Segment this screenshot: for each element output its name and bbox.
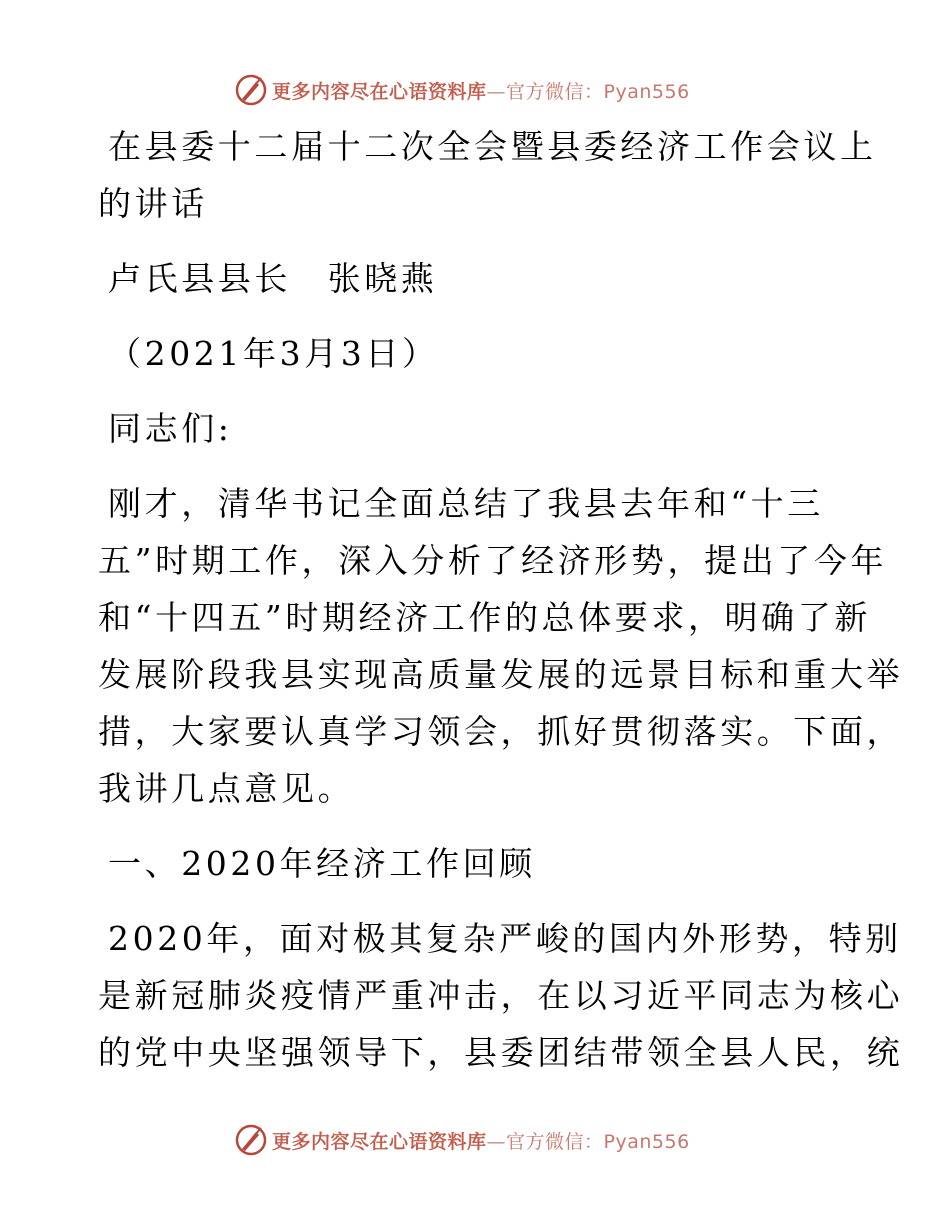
watermark-text (272, 77, 690, 104)
watermark-dash: — (486, 1130, 507, 1153)
quill-logo-icon (234, 1123, 268, 1157)
quill-logo-icon (234, 73, 268, 107)
intro-line-6: 我讲几点意见。 (98, 769, 355, 808)
watermark-site: 更多内容尽在心语资料库 (272, 80, 487, 103)
header-watermark (0, 70, 950, 110)
watermark-wechat: 官方微信： (506, 1130, 604, 1153)
body-line-3: 的党中央坚强领导下，县委团结带领全县人民，统 (98, 1033, 904, 1072)
body-line-2: 是新冠肺炎疫情严重冲击，在以习近平同志为核心 (98, 976, 904, 1015)
watermark-text (272, 1127, 690, 1154)
intro-line-4: 发展阶段我县实现高质量发展的远景目标和重大举 (98, 655, 904, 694)
document-title-line-2: 的讲话 (98, 184, 208, 223)
speech-date: （2021年3月3日） (108, 334, 439, 373)
intro-line-3: 和“十四五”时期经济工作的总体要求，明确了新 (98, 598, 871, 637)
intro-line-2: 五”时期工作，深入分析了经济形势，提出了今年 (98, 541, 888, 580)
document-title-line-1: 在县委十二届十二次全会暨县委经济工作会议上 (108, 127, 877, 166)
watermark-wechat: 官方微信： (506, 80, 604, 103)
watermark-site: 更多内容尽在心语资料库 (272, 1130, 487, 1153)
byline: 卢氏县县长 张晓燕 (108, 259, 438, 298)
body-line-1: 2020年，面对极其复杂严峻的国内外形势，特别 (108, 919, 902, 958)
watermark-id: Pyan556 (603, 80, 690, 103)
footer-watermark (0, 1120, 950, 1160)
intro-line-1: 刚才，清华书记全面总结了我县去年和“十三 (108, 484, 824, 523)
section-heading: 一、2020年经济工作回顾 (108, 844, 536, 883)
salutation: 同志们: (108, 409, 233, 448)
watermark-id: Pyan556 (603, 1130, 690, 1153)
intro-line-5: 措，大家要认真学习领会，抓好贯彻落实。下面， (98, 712, 904, 751)
watermark-dash: — (486, 80, 507, 103)
